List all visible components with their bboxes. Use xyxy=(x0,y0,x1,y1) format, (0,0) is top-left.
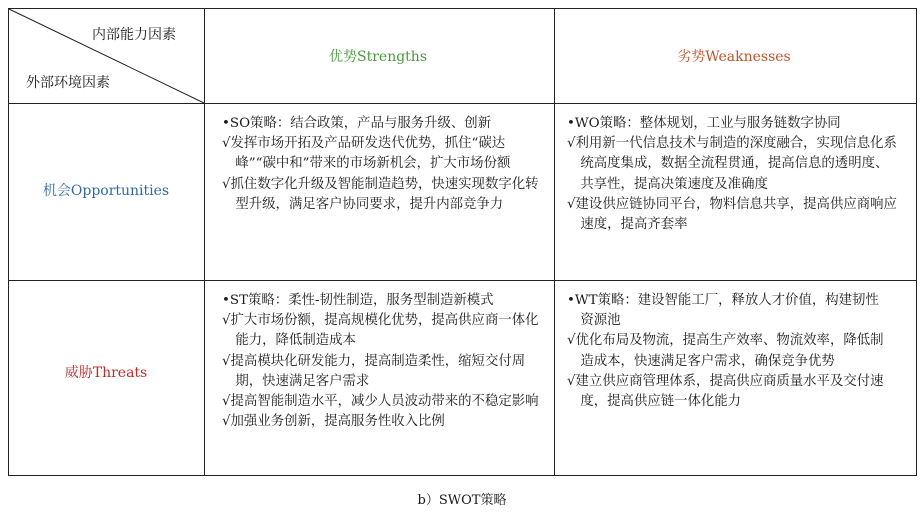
wt-strategy: •WT策略：建设智能工厂，释放人才价值，构建韧性资源池 xyxy=(567,293,879,329)
col-divider-2 xyxy=(554,8,555,476)
wo-item: √建设供应链协同平台，物料信息共享，提高供应商响应速度，提高齐套率 xyxy=(567,196,897,233)
figure-caption: b）SWOT策略 xyxy=(417,493,507,508)
st-item: √加强业务创新，提高服务性收入比例 xyxy=(222,414,445,430)
external-factors-label: 外部环境因素 xyxy=(26,75,110,91)
so-item: √抓住数字化升级及智能制造趋势，快速实现数字化转型升级，满足客户协同要求，提升内部竞争力 xyxy=(222,176,539,212)
st-item: √提高模块化研发能力，提高制造柔性，缩短交付周期，快速满足客户需求 xyxy=(222,353,526,389)
so-cell xyxy=(222,114,544,215)
row-divider-2 xyxy=(8,280,917,281)
wt-item: √建立供应商管理体系，提高供应商质量水平及交付速度，提高供应链一体化能力 xyxy=(567,373,884,410)
strengths-header: 优势Strengths xyxy=(329,49,427,65)
wo-item: √利用新一代信息技术与制造的深度融合，实现信息化系统高度集成，数据全流程贯通，提高信息的透明度、共享性，提高决策速度及准确度 xyxy=(567,136,897,192)
internal-factors-label: 内部能力因素 xyxy=(92,27,176,43)
st-item: √扩大市场份额，提高规模化优势，提高供应商一体化能力，降低制造成本 xyxy=(222,313,539,349)
so-item: √发挥市场开拓及产品研发迭代优势，抓住“碳达峰”“碳中和”带来的市场新机会，扩大市场份额 xyxy=(222,136,511,172)
threats-header: 威胁Threats xyxy=(64,365,148,381)
st-item: √提高智能制造水平，减少人员波动带来的不稳定影响 xyxy=(222,394,539,410)
border-bottom xyxy=(8,475,917,476)
weaknesses-header: 劣势Weaknesses xyxy=(677,49,791,65)
swot-table xyxy=(8,8,917,476)
st-cell xyxy=(222,291,544,432)
so-strategy: •SO策略：结合政策，产品与服务升级、创新 xyxy=(222,116,492,131)
wo-cell xyxy=(567,114,901,235)
wt-cell xyxy=(567,291,887,412)
opportunities-header: 机会Opportunities xyxy=(42,183,170,199)
st-strategy: •ST策略：柔性-韧性制造，服务型制造新模式 xyxy=(222,293,494,308)
border-right xyxy=(916,8,917,476)
wt-item: √优化布局及物流，提高生产效率、物流效率，降低制造成本，快速满足客户需求，确保竞争优势 xyxy=(567,333,884,369)
wo-strategy: •WO策略：整体规划，工业与服务链数字协同 xyxy=(567,116,841,131)
